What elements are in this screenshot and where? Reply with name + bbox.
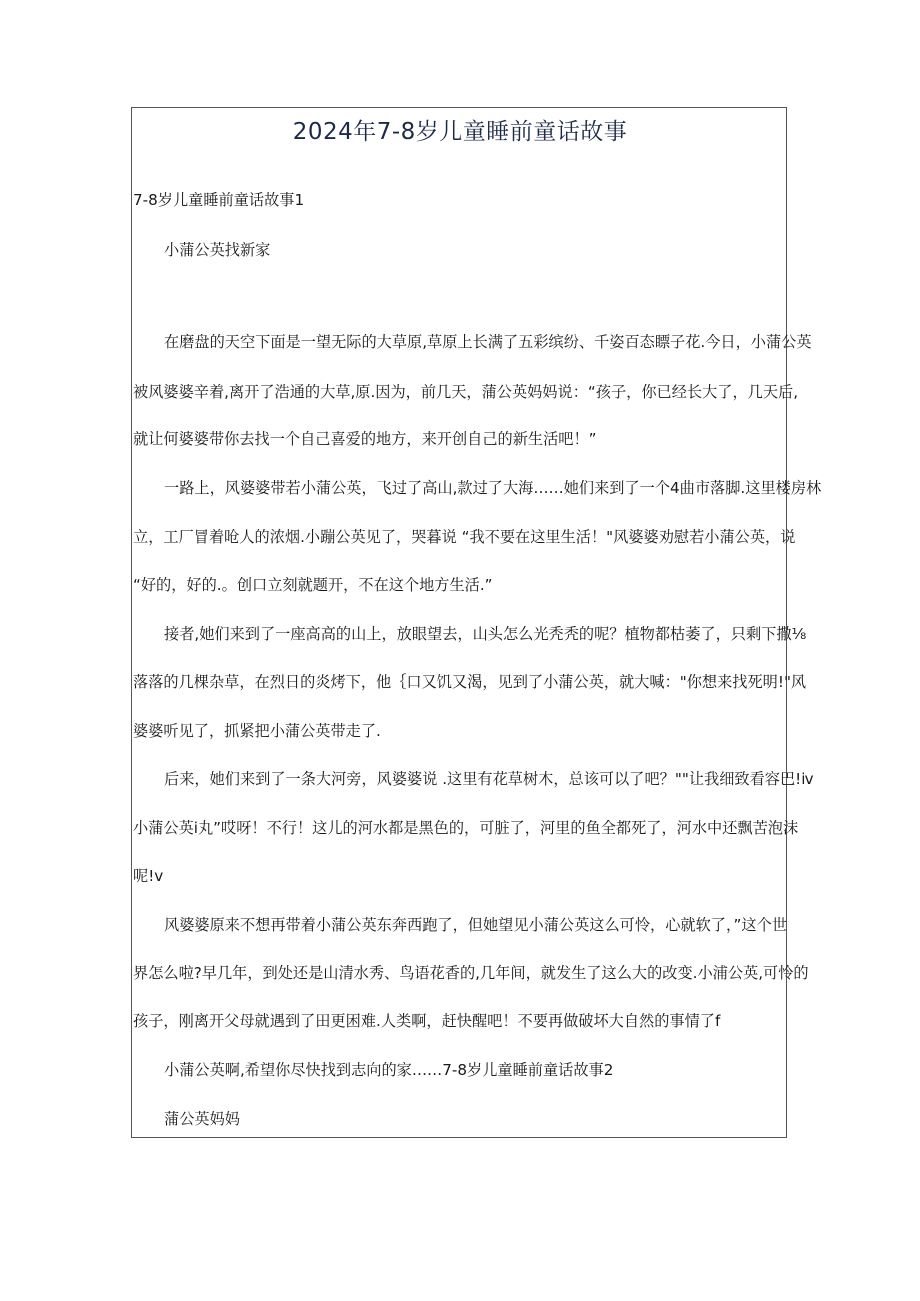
- paragraph-line: 在磨盘的天空下面是一望无际的大草原,草原上长满了五彩缤纷、千姿百态瞟子花.今日，小蒲公英: [164, 333, 812, 351]
- document-title: 2024年7-8岁儿童睡前童话故事: [292, 119, 628, 145]
- paragraph-line: 小蒲公英啊,希望你尽快找到志向的家……7-8岁儿童睡前童话故事2: [164, 1061, 614, 1079]
- story-title: 小蒲公英找新家: [164, 241, 271, 259]
- paragraph-line: 立，工厂冒着呛人的浓烟.小蹦公英见了，哭暮说 “我不要在这里生活！"风婆婆劝慰若小蒲公英，说: [133, 528, 796, 546]
- paragraph-line: 被风婆婆辛着,离开了浩通的大草,原.因为，前几天，蒲公英妈妈说：“孩子，你已经长大了，几天后,: [133, 383, 799, 401]
- paragraph-line: 呢!ⅴ: [133, 867, 164, 885]
- paragraph-line: 落落的几棵杂草，在烈日的炎烤下，他｛口又饥又渴，见到了小蒲公英，就大喊："你想来找死明!"风: [133, 673, 807, 691]
- story-title: 蒲公英妈妈: [164, 1110, 240, 1128]
- paragraph-line: 婆婆听见了，抓紧把小蒲公英带走了.: [133, 722, 381, 740]
- paragraph-line: 风婆婆原来不想再带着小蒲公英东奔西跑了，但她望见小蒲公英这么可怜，心就软了，”这个世: [164, 916, 787, 934]
- paragraph-line: 一路上，风婆婆带若小蒲公英，飞过了高山,款过了大海……她们来到了一个4曲市落脚.这里楼房林: [164, 479, 822, 497]
- paragraph-line: 后来，她们来到了一条大河旁，风婆婆说 .这里有花草树木，总该可以了吧？""让我细致看容巴!ⅳ: [164, 770, 814, 788]
- paragraph-line: 界怎么啦?早几年，到处还是山清水秀、鸟语花香的,几年间，就发生了这么大的改变.小浦公英,可怜的: [133, 964, 809, 982]
- paragraph-line: “好的，好的.。创口立刻就题开，不在这个地方生活.”: [133, 576, 493, 594]
- paragraph-line: 就让何婆婆带你去找一个自己喜爱的地方，来开创自己的新生活吧！”: [133, 430, 597, 448]
- paragraph-line: 接者,她们来到了一座高高的山上，放眼望去，山头怎么光秃秃的呢？植物都枯萎了，只剩下撒⅛: [164, 625, 807, 643]
- paragraph-line: 孩子，刚离开父母就遇到了田更困难.人类啊，赶快醒吧！不要再做破坏大自然的事情了f: [133, 1012, 721, 1030]
- paragraph-line: 小蒲公英i丸”哎呀！不行！这儿的河水都是黑色的，可脏了，河里的鱼全都死了，河水中还飘苦泡沫: [133, 819, 799, 837]
- section-heading: 7-8岁儿童睡前童话故事1: [133, 191, 305, 209]
